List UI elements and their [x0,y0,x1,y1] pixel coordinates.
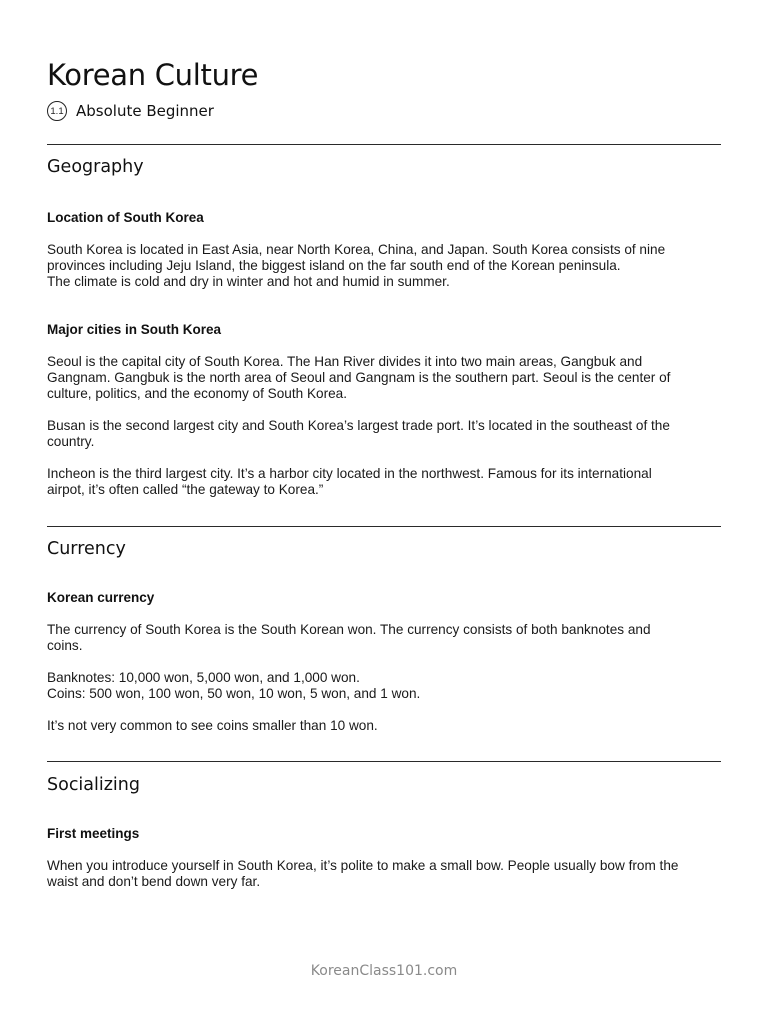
text-line: Gangnam. Gangbuk is the north area of Seoul and Gangnam is the southern part. Seoul is the center of [47,370,671,385]
section-divider [47,526,721,527]
section-title-geography: Geography [47,157,144,177]
page-title: Korean Culture [47,58,259,92]
paragraph-busan [47,418,721,450]
text-line: It’s not very common to see coins smaller than 10 won. [47,718,378,733]
text-line: The climate is cold and dry in winter and hot and humid in summer. [47,274,450,289]
section-title-currency: Currency [47,539,126,559]
subheading-location: Location of South Korea [47,210,204,225]
text-line: Banknotes: 10,000 won, 5,000 won, and 1,000 won. [47,670,360,685]
paragraph-denominations [47,670,721,702]
level-indicator [47,101,214,121]
text-line: The currency of South Korea is the South Korean won. The currency consists of both banknotes and [47,622,651,637]
text-line: country. [47,434,95,449]
subheading-korean-currency: Korean currency [47,590,155,605]
paragraph-first-meetings [47,858,721,890]
footer-site-name: KoreanClass101.com [310,963,458,979]
section-divider [47,761,721,762]
paragraph-coins-note [47,718,721,734]
text-line: waist and don’t bend down very far. [47,874,261,889]
text-line: Busan is the second largest city and South Korea’s largest trade port. It’s located in the southeast of the [47,418,670,433]
section-divider [47,144,721,145]
text-line: When you introduce yourself in South Korea, it’s polite to make a small bow. People usually bow from the [47,858,679,873]
paragraph-seoul [47,354,721,402]
level-badge: 1.1 [47,101,67,121]
paragraph-currency [47,622,721,654]
level-label: Absolute Beginner [76,102,214,120]
text-line: Coins: 500 won, 100 won, 50 won, 10 won, 5 won, and 1 won. [47,686,421,701]
text-line: coins. [47,638,83,653]
text-line: airpot, it’s often called “the gateway to Korea.” [47,482,324,497]
text-line: South Korea is located in East Asia, near North Korea, China, and Japan. South Korea consists of nine [47,242,666,257]
section-title-socializing: Socializing [47,775,140,795]
text-line: Seoul is the capital city of South Korea. The Han River divides it into two main areas, Gangbuk and [47,354,643,369]
paragraph-incheon [47,466,721,498]
subheading-major-cities: Major cities in South Korea [47,322,222,337]
text-line: Incheon is the third largest city. It’s a harbor city located in the northwest. Famous for its international [47,466,652,481]
paragraph-location [47,242,721,290]
text-line: provinces including Jeju Island, the biggest island on the far south end of the Korean peninsula. [47,258,621,273]
text-line: culture, politics, and the economy of South Korea. [47,386,347,401]
subheading-first-meetings: First meetings [47,826,140,841]
